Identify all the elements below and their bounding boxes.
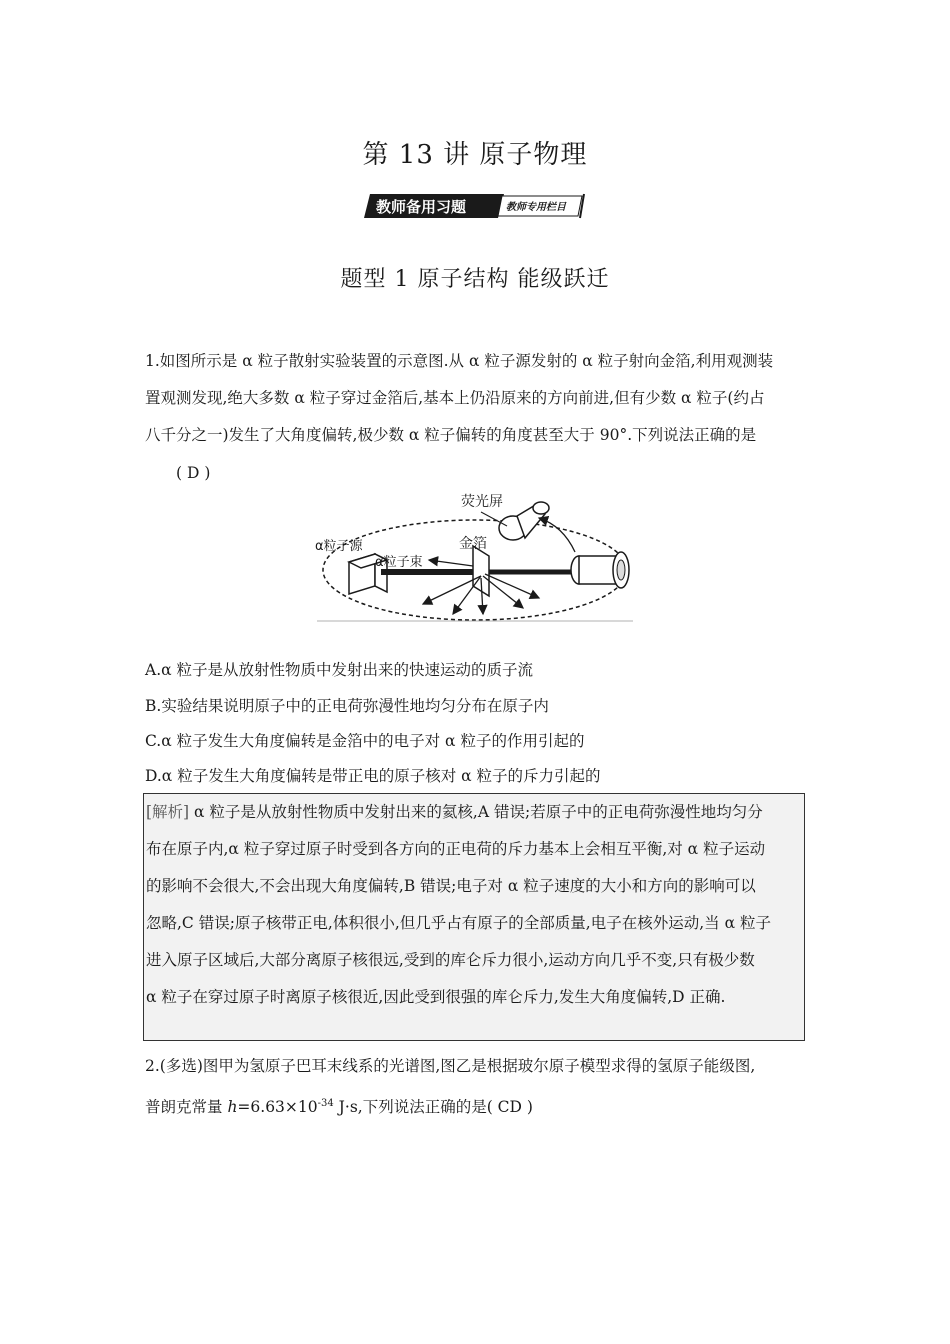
teacher-banner	[364, 192, 586, 220]
analysis-line-5: 进入原子区域后,大部分离原子核很远,受到的库仑斥力很小,运动方向几乎不变,只有极少数	[146, 951, 755, 969]
q2-line-2-eq: =6.63×10	[237, 1098, 318, 1117]
q2-line-2-post: J·s,下列说法正确的是( CD )	[333, 1098, 533, 1117]
section-title: 题型 1 原子结构 能级跃迁	[340, 267, 610, 292]
q2-line-1: 2.(多选)图甲为氢原子巴耳末线系的光谱图,图乙是根据玻尔原子模型求得的氢原子能级图,	[145, 1057, 756, 1075]
label-foil: 金箔	[459, 536, 487, 552]
q2-line-2	[145, 1085, 810, 1126]
analysis-line-1: α 粒子是从放射性物质中发射出来的氦核,A 错误;若原子中的正电荷弥漫性地均匀分	[189, 803, 763, 821]
q2-exponent: -34	[317, 1098, 334, 1109]
analysis-tag: [解析]	[146, 803, 190, 821]
q1-line-3: 八千分之一)发生了大角度偏转,极少数 α 粒子偏转的角度甚至大于 90°.下列说法正确的是	[145, 426, 757, 444]
q1-answer: ( D )	[176, 464, 211, 482]
rotation-arrow	[539, 518, 575, 552]
banner-main-text: 教师备用习题	[376, 198, 467, 216]
q1-option-d: D.α 粒子发生大角度偏转是带正电的原子核对 α 粒子的斥力引起的	[145, 767, 601, 785]
question-1-stem	[145, 343, 810, 454]
banner-side-text: 教师专用栏目	[506, 202, 566, 213]
planck-symbol: h	[227, 1098, 238, 1117]
q1-option-c: C.α 粒子发生大角度偏转是金箔中的电子对 α 粒子的作用引起的	[145, 732, 585, 750]
analysis-line-3: 的影响不会很大,不会出现大角度偏转,B 错误;电子对 α 粒子速度的大小和方向的影响可以	[146, 877, 756, 895]
q1-option-b: B.实验结果说明原子中的正电荷弥漫性地均匀分布在原子内	[145, 697, 549, 715]
q1-analysis-box	[143, 793, 805, 1041]
label-beam: α粒子束	[375, 555, 423, 570]
question-2-stem	[145, 1048, 810, 1126]
page-title: 第 13 讲 原子物理	[362, 140, 588, 170]
q1-line-2: 置观测发现,绝大多数 α 粒子穿过金箔后,基本上仍沿原来的方向前进,但有少数 α 粒子(约占	[145, 389, 765, 407]
label-source: α粒子源	[315, 539, 363, 554]
alpha-scattering-figure	[313, 486, 635, 624]
q1-option-a: A.α 粒子是从放射性物质中发射出来的快速运动的质子流	[145, 661, 534, 679]
analysis-line-4: 忽略,C 错误;原子核带正电,体积很小,但几乎占有原子的全部质量,电子在核外运动,当 α 粒子	[146, 914, 771, 932]
q2-line-2-pre: 普朗克常量	[145, 1098, 228, 1117]
detector-right	[571, 552, 629, 588]
analysis-line-2: 布在原子内,α 粒子穿过原子时受到各方向的正电荷的斥力基本上会相互平衡,对 α 粒子运动	[146, 840, 766, 858]
label-screen: 荧光屏	[461, 494, 503, 510]
fluorescent-screen	[499, 502, 549, 540]
q1-line-1: 1.如图所示是 α 粒子散射实验装置的示意图.从 α 粒子源发射的 α 粒子射向金箔,利用观测装	[145, 352, 774, 370]
analysis-line-6: α 粒子在穿过原子时离原子核很近,因此受到很强的库仑斥力,发生大角度偏转,D 正确.	[146, 988, 726, 1006]
